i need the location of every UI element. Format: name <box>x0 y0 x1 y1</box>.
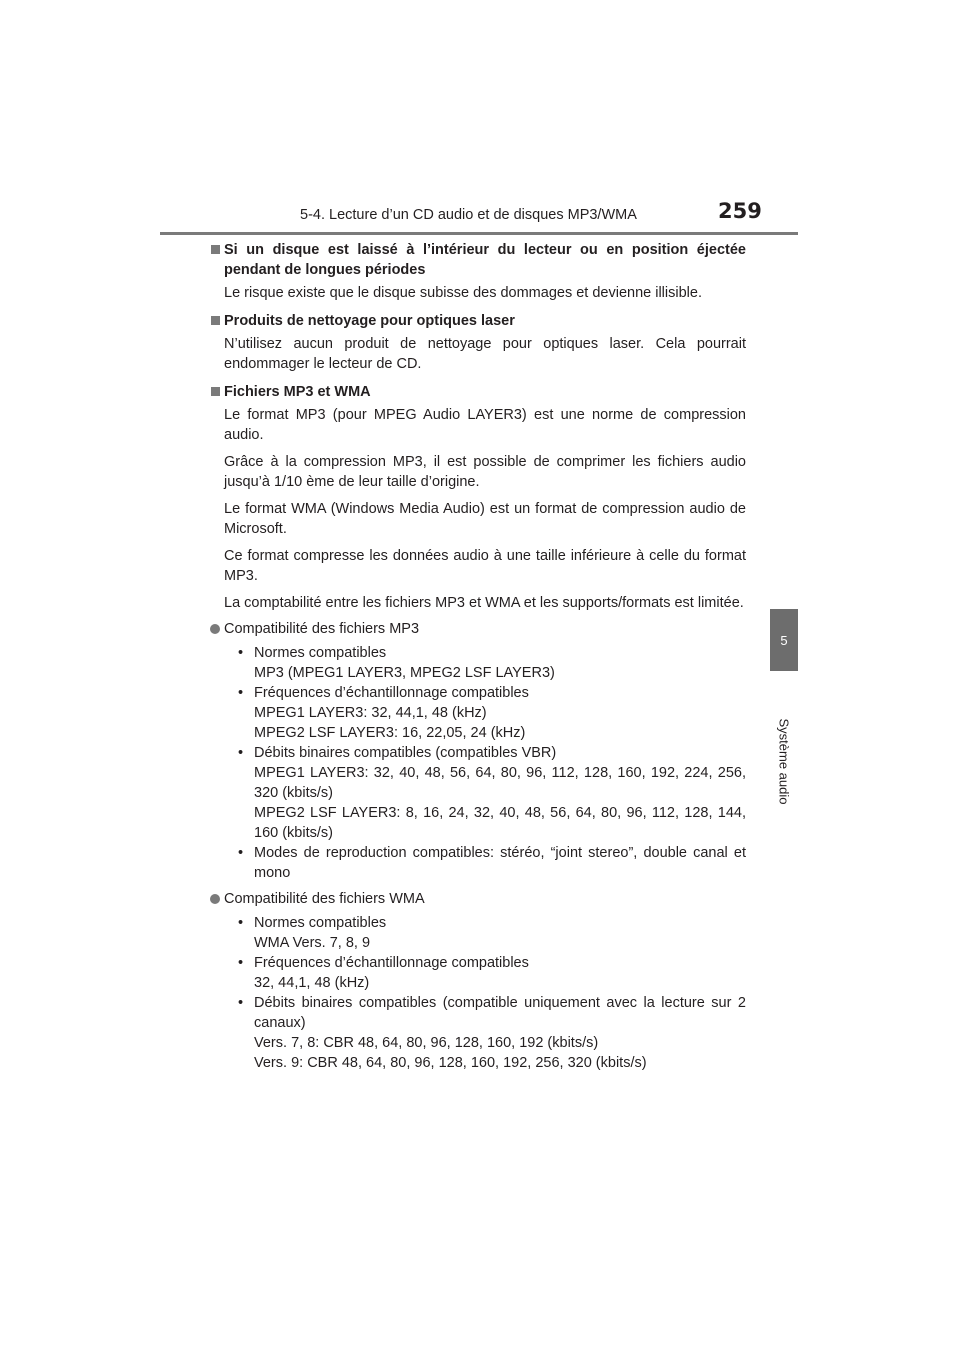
paragraph: Le format WMA (Windows Media Audio) est un format de compression audio de Microsoft. <box>224 501 746 537</box>
square-bullet-icon <box>211 245 220 254</box>
list-item: • Débits binaires compatibles (compatibles VBR) MPEG1 LAYER3: 32, 40, 48, 56, 64, 80, 96, 112, 128, 160, 192, 224, 256, 320 (kbits/s) MPEG2 LSF LAYER3: 8, 16, 24, 32, 40, 48, 56, 64, 80, 96, 112, 128, 144, 160 (kbits/s) <box>238 745 746 841</box>
bullet-dot-icon: • <box>238 845 244 861</box>
list-item: • Débits binaires compatibles (compatible uniquement avec la lecture sur 2 canaux) Vers. 7, 8: CBR 48, 64, 80, 96, 128, 160, 192 (kbits/s) Vers. 9: CBR 48, 64, 80, 96, 128, 160, 192, 256, 320 (kbits/s) <box>238 995 746 1071</box>
page-number: 259 <box>718 199 762 223</box>
bullet-dot-icon: • <box>238 915 244 931</box>
list-item: • Modes de reproduction compatibles: stéréo, “joint stereo”, double canal et mono <box>238 845 746 881</box>
list-item: • Fréquences d’échantillonnage compatibles 32, 44,1, 48 (kHz) <box>238 955 529 991</box>
chapter-tab <box>770 609 798 671</box>
wma-compatibility-item: Compatibilité des fichiers WMA <box>208 889 746 909</box>
bullet-dot-icon: • <box>238 745 244 761</box>
section-heading: Fichiers MP3 et WMA <box>208 382 746 402</box>
header-rule <box>160 232 798 235</box>
circle-bullet-icon <box>210 894 220 904</box>
list-item: • Normes compatibles MP3 (MPEG1 LAYER3, MPEG2 LSF LAYER3) <box>238 645 555 681</box>
chapter-number: 5 <box>780 632 788 648</box>
square-bullet-icon <box>211 387 220 396</box>
list-item: • Fréquences d’échantillonnage compatibles MPEG1 LAYER3: 32, 44,1, 48 (kHz) MPEG2 LSF LAYER3: 16, 22,05, 24 (kHz) <box>238 685 529 741</box>
chapter-title: Système audio <box>776 718 792 804</box>
paragraph: Grâce à la compression MP3, il est possible de comprimer les fichiers audio jusqu’à 1/10 ème de leur taille d’origine. <box>224 454 746 490</box>
mp3-compatibility-item: Compatibilité des fichiers MP3 <box>208 619 746 639</box>
paragraph: Ce format compresse les données audio à une taille inférieure à celle du format MP3. <box>224 548 746 584</box>
mp3-spec-list <box>208 643 746 883</box>
running-header-title: 5-4. Lecture d’un CD audio et de disques MP3/WMA <box>300 207 637 223</box>
section-heading: Si un disque est laissé à l’intérieur du lecteur ou en position éjectée pendant de longues périodes <box>208 240 746 280</box>
paragraph: La comptabilité entre les fichiers MP3 et WMA et les supports/formats est limitée. <box>224 595 744 611</box>
paragraph: Le risque existe que le disque subisse des dommages et devienne illisible. <box>224 285 702 301</box>
bullet-dot-icon: • <box>238 645 244 661</box>
paragraph: Le format MP3 (pour MPEG Audio LAYER3) est une norme de compression audio. <box>224 407 746 443</box>
wma-spec-list <box>208 913 746 1073</box>
chapter-rail <box>770 671 798 851</box>
page-content <box>208 240 746 1073</box>
circle-bullet-icon <box>210 624 220 634</box>
bullet-dot-icon: • <box>238 995 244 1011</box>
square-bullet-icon <box>211 316 220 325</box>
bullet-dot-icon: • <box>238 685 244 701</box>
section-heading: Produits de nettoyage pour optiques laser <box>208 311 746 331</box>
paragraph: N’utilisez aucun produit de nettoyage pour optiques laser. Cela pourrait endommager le lecteur de CD. <box>224 336 746 372</box>
list-item: • Normes compatibles WMA Vers. 7, 8, 9 <box>238 915 387 951</box>
bullet-dot-icon: • <box>238 955 244 971</box>
